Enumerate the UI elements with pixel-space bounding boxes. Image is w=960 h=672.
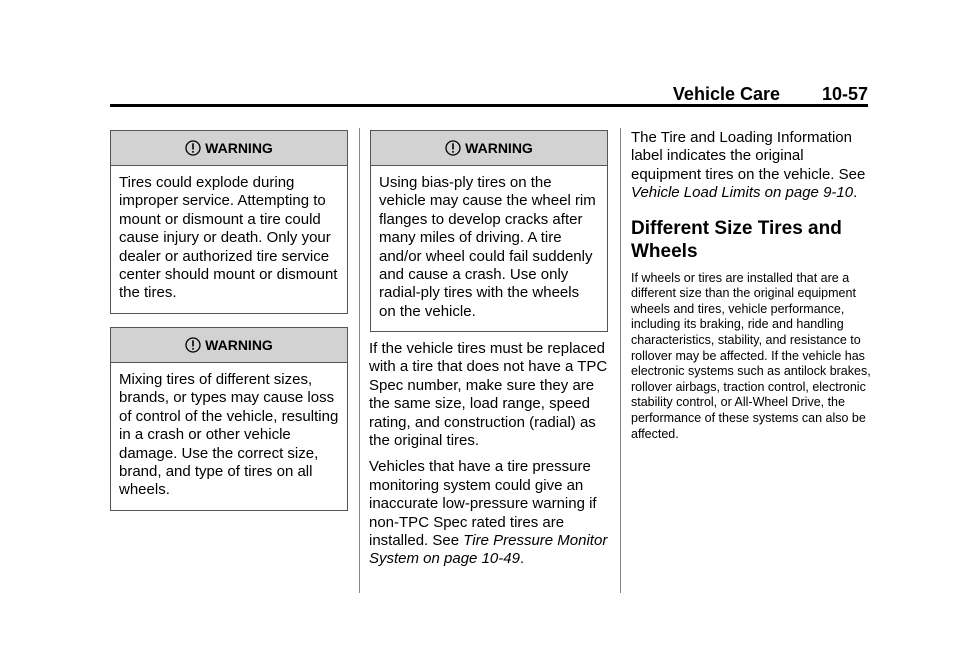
page-number: 10-57: [821, 84, 868, 104]
alert-icon: [185, 140, 201, 156]
warning-label: WARNING: [205, 337, 273, 353]
section-heading: Different Size Tires and Wheels: [631, 217, 842, 262]
warning-header: [111, 131, 347, 166]
paragraph: The Tire and Loading Information label indicates the original equipment tires on the vehicle. See Vehicle Load Limits on page 9-10.: [631, 129, 866, 202]
right-column: [631, 129, 871, 442]
alert-icon: [185, 337, 201, 353]
page-header: [110, 84, 868, 107]
warning-label: WARNING: [465, 140, 533, 156]
warning-text: Using bias-ply tires on the vehicle may cause the wheel rim flanges to develop cracks after many miles of driving. A tire and/or wheel could fail suddenly and cause a crash. Use only radial-ply tires with the wheels on the vehicle.: [379, 174, 596, 320]
warning-text: Tires could explode during improper service. Attempting to mount or dismount a tire could cause injury or death. Only your dealer or authorized tire service center should mount or dismount the tires.: [119, 174, 338, 302]
warning-header: [371, 131, 607, 166]
cross-reference-link[interactable]: Tire Pressure Monitor System on page 10-49: [369, 532, 608, 568]
section-title: Vehicle Care: [672, 84, 780, 104]
warning-box: [110, 130, 348, 314]
warning-label: WARNING: [205, 140, 273, 156]
warning-box: [110, 327, 348, 511]
alert-icon: [445, 140, 461, 156]
warning-text: Mixing tires of different sizes, brands, or types may cause loss of control of the vehicle, resulting in a crash or other vehicle damage. Use the correct size, brand, and type of tires on all wheels.: [119, 371, 339, 499]
warning-header: [111, 328, 347, 363]
column-divider: [359, 128, 360, 593]
middle-column: [369, 340, 609, 577]
warning-box: [370, 130, 608, 332]
cross-reference-link[interactable]: Vehicle Load Limits on page 9-10: [631, 184, 854, 202]
paragraph: Vehicles that have a tire pressure monitoring system could give an inaccurate low-pressure warning if non-TPC Spec rated tires are installed. See Tire Pressure Monitor System on page 10-49.: [369, 458, 608, 568]
paragraph: If wheels or tires are installed that are a different size than the original equipment wheels and tires, vehicle performance, including its braking, ride and handling characteristics, stability, and resistance to rollover may be affected. If the vehicle has electronic systems such as antilock brakes, rollover airbags, traction control, electronic stability control, or All-Wheel Drive, the performance of these systems can also be affected.: [631, 270, 871, 441]
column-divider: [620, 128, 621, 593]
paragraph: If the vehicle tires must be replaced with a tire that does not have a TPC Spec number, make sure they are the same size, load range, speed rating, and construction (radial) as the original tires.: [369, 340, 608, 450]
